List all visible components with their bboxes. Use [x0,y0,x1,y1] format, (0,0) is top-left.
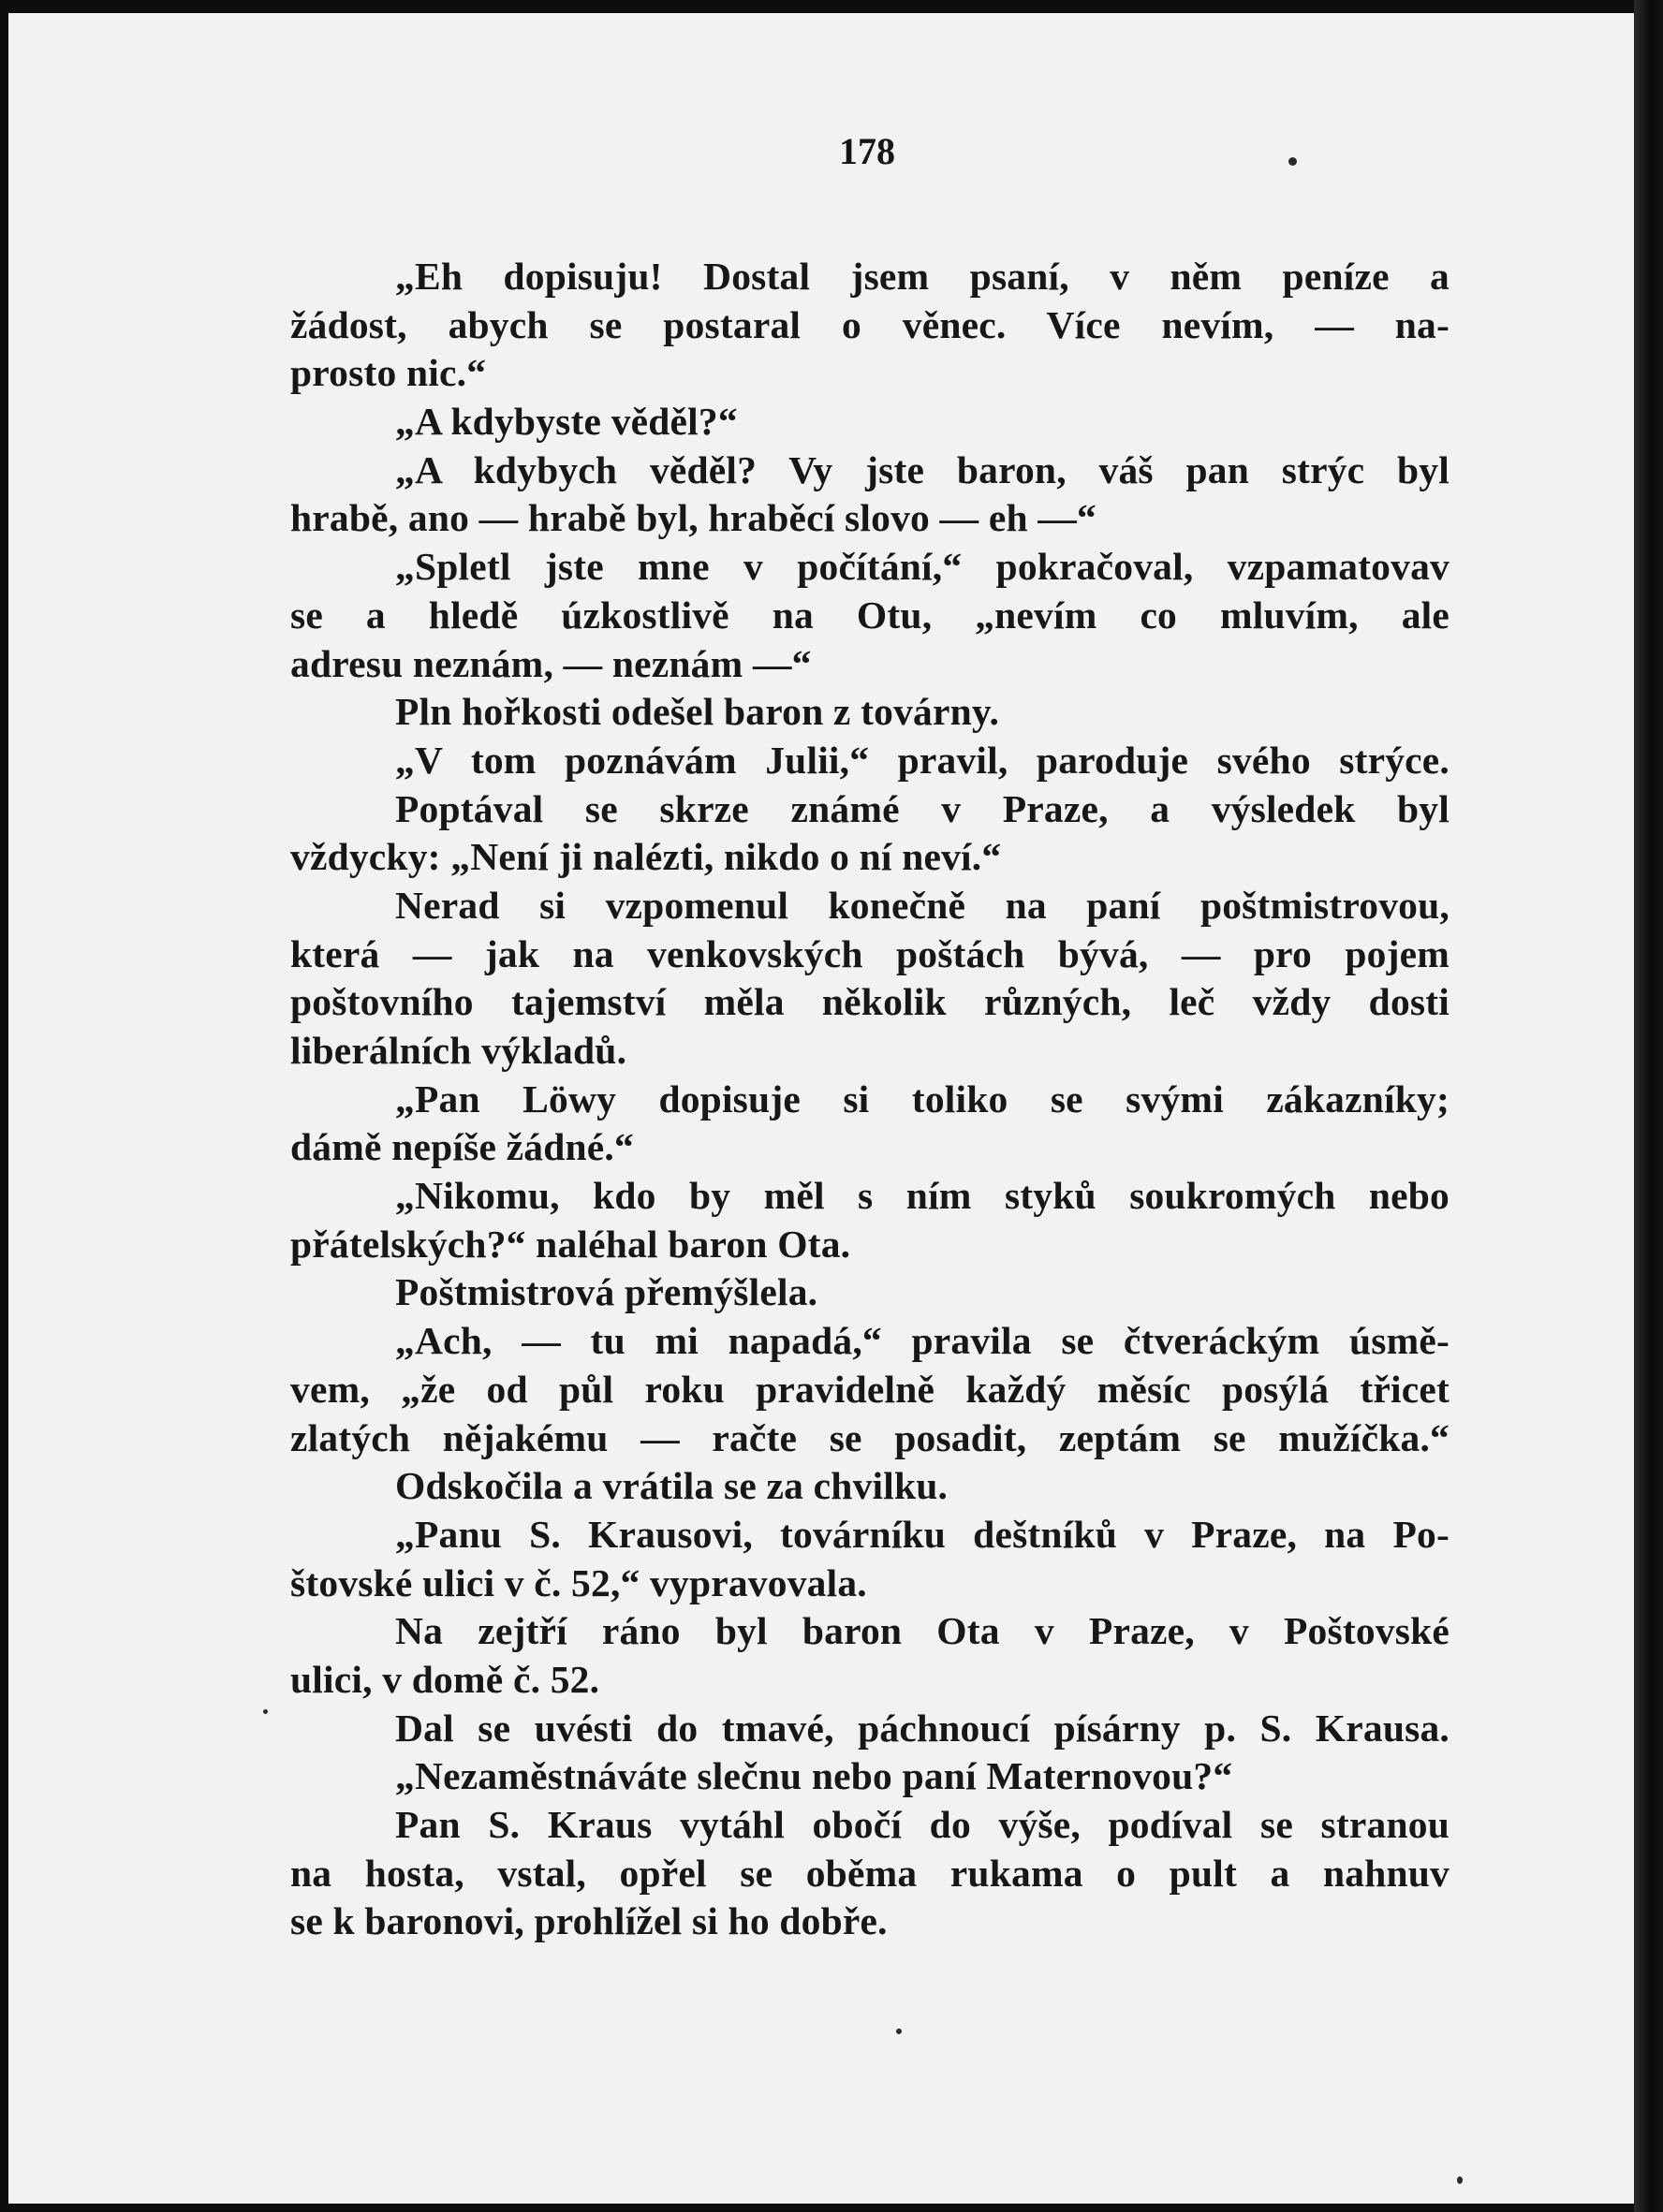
text-line: hrabě, ano — hrabě byl, hraběcí slovo — eh —“ [290,496,1096,540]
text-line: se k baronovi, prohlížel si ho dobře. [290,1899,888,1943]
text-line: Poštmistrová přemýšlela. [395,1270,818,1314]
text-line: Odskočila a vrátila se za chvilku. [395,1464,949,1508]
text-line: Nerad si vzpomenul konečně na paní poštmistrovou, [395,883,1450,927]
text-line: „Nezaměstnáváte slečnu nebo paní Maternovou?“ [395,1754,1233,1798]
text-line: na hosta, vstal, opřel se oběma rukama o pult a nahnuv [290,1851,1450,1895]
text-line: zlatých nějakému — račte se posadit, zeptám se mužíčka.“ [290,1415,1450,1459]
text-line: „Panu S. Krausovi, továrníku deštníků v Praze, na Po- [395,1512,1450,1556]
text-line: liberálních výkladů. [290,1029,627,1072]
page-edge-shadow [1634,0,1663,2212]
print-speck [896,2029,902,2034]
print-speck [1457,2176,1463,2184]
text-line: Dal se uvésti do tmavé, páchnoucí písárny p. S. Krausa. [395,1706,1450,1750]
text-line: „A kdybych věděl? Vy jste baron, váš pan strýc byl [395,447,1450,491]
text-line: prosto nic.“ [290,351,487,395]
text-line: která — jak na venkovských poštách bývá, — pro pojem [290,931,1450,975]
text-line: vem, „že od půl roku pravidelně každý měsíc posýlá třicet [290,1367,1450,1411]
text-line: Poptával se skrze známé v Praze, a výsledek byl [395,786,1450,830]
text-line: žádost, abych se postaral o věnec. Více nevím, — na- [290,302,1450,346]
text-line: adresu neznám, — neznám —“ [290,641,812,685]
text-line: „Pan Löwy dopisuje si toliko se svými zákazníky; [395,1077,1450,1121]
text-line: vždycky: „Není ji nalézti, nikdo o ní neví.“ [290,835,1002,879]
text-line: „Nikomu, kdo by měl s ním styků soukromých nebo [395,1174,1450,1218]
text-line: Pan S. Kraus vytáhl obočí do výše, podíval se stranou [395,1803,1450,1846]
page-number: 178 [839,130,895,172]
text-line: dámě nepíše žádné.“ [290,1125,634,1169]
text-line: poštovního tajemství měla několik různých, leč vždy dosti [290,980,1450,1024]
text-line: ulici, v domě č. 52. [290,1657,600,1701]
text-line: Na zejtří ráno byl baron Ota v Praze, v Poštovské [395,1609,1450,1653]
text-line: přátelských?“ naléhal baron Ota. [290,1222,851,1266]
text-line: „Eh dopisuju! Dostal jsem psaní, v něm peníze a [395,255,1450,298]
print-speck [263,1709,268,1714]
text-line: se a hledě úzkostlivě na Otu, „nevím co mluvím, ale [290,593,1450,637]
body-text [290,253,1450,1946]
text-line: „V tom poznávám Julii,“ pravil, paroduje svého strýce. [395,738,1450,782]
text-line: „Ach, — tu mi napadá,“ pravila se čtveráckým úsmě- [395,1319,1450,1363]
print-speck [1288,157,1297,166]
text-line: „Spletl jste mne v počítání,“ pokračoval, vzpamatovav [395,545,1450,589]
text-line: Pln hořkosti odešel baron z továrny. [395,690,1000,734]
text-line: štovské ulici v č. 52,“ vypravovala. [290,1560,867,1604]
text-line: „A kdybyste věděl?“ [395,400,738,444]
